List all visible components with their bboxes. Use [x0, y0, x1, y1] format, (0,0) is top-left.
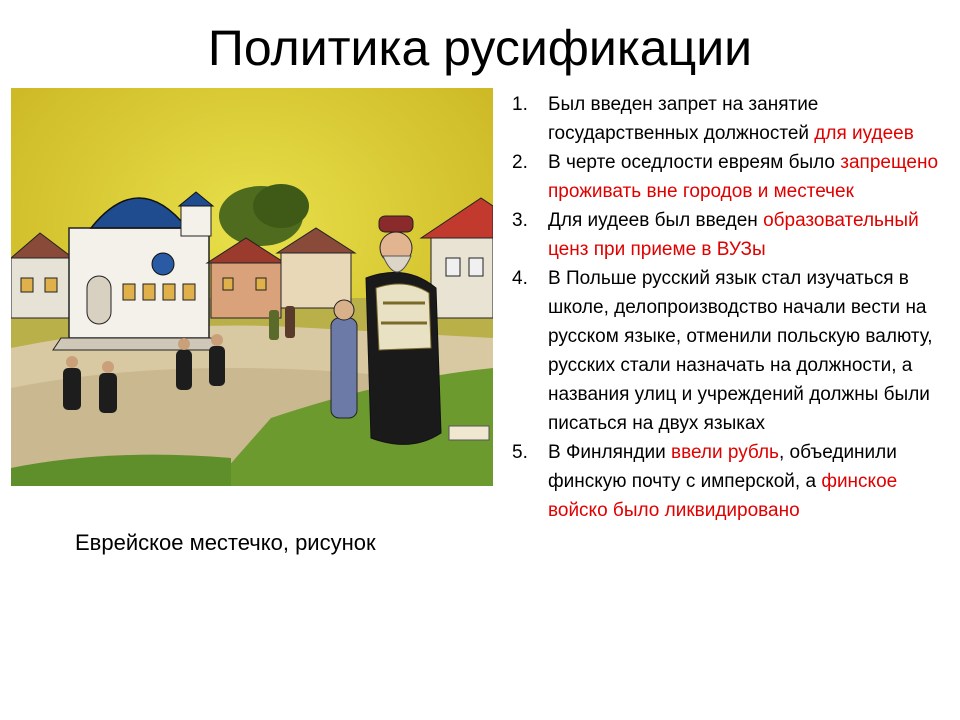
shtetl-painting: [11, 88, 493, 486]
list-item: [512, 90, 952, 148]
points-list: [512, 90, 952, 525]
list-item: [512, 264, 952, 438]
highlighted-text: образовательный ценз при приеме в ВУЗы: [548, 210, 919, 260]
list-item: [512, 438, 952, 525]
list-item-text: Был введен запрет на занятие государственных должностей: [548, 94, 819, 144]
list-item-number: 2.: [512, 152, 528, 173]
list-item-text: В черте оседлости евреям было: [548, 152, 841, 173]
list-item-number: 3.: [512, 210, 528, 231]
list-item-text: , объединили финскую почту с имперской, а: [548, 442, 897, 492]
list-item-number: 1.: [512, 94, 528, 115]
list-item: [512, 148, 952, 206]
highlighted-text: для иудеев: [814, 123, 914, 144]
list-item-text: В Финляндии: [548, 442, 671, 463]
list-item-text: Для иудеев был введен: [548, 210, 764, 231]
list-item-number: 4.: [512, 268, 528, 289]
highlighted-text: ввели рубль: [670, 442, 779, 463]
highlighted-text: запрещено проживать вне городов и местечек: [548, 152, 939, 202]
list-item: [512, 206, 952, 264]
highlighted-text: финское войско было ликвидировано: [548, 471, 898, 521]
list-item-number: 5.: [512, 442, 528, 463]
slide-title: Политика русификации: [207, 20, 753, 76]
list-item-text: В Польше русский язык стал изучаться в школе, делопроизводство начали вести на русском языке, отменили польскую валюту, русских стали назначать на должности, а названия улиц и учреждений должны были писаться на двух языках: [548, 268, 933, 434]
painting-caption: Еврейское местечко, рисунок: [75, 530, 376, 555]
